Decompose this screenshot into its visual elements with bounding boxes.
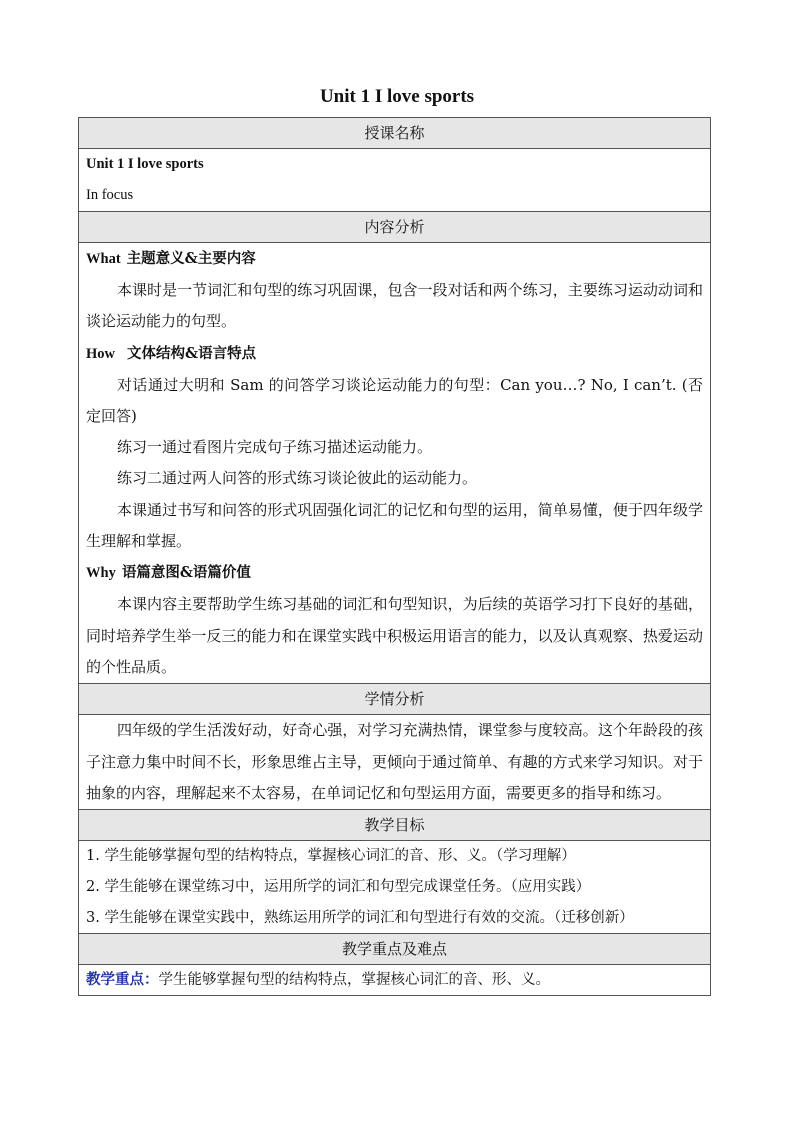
section-header-objectives: 教学目标 [79,810,711,841]
why-label: Why [86,565,116,582]
objective-item: 2. 学生能够在课堂练习中，运用所学的词汇和句型完成课堂任务。（应用实践） [86,878,591,895]
lesson-name: In focus [86,187,134,203]
how-label: How [86,345,115,362]
learner-analysis-paragraph: 四年级的学生活泼好动，好奇心强，对学习充满热情，课堂参与度较高。这个年龄段的孩子注意力集中时间不长，形象思维占主导，更倾向于通过简单、有趣的方式来学习知识。对于抽象的内容，理解起来不太容易，在单词记忆和句型运用方面，需要更多的指导和练习。 [86,721,703,802]
section-header-learner-analysis: 学情分析 [79,684,711,715]
objective-item: 1. 学生能够掌握句型的结构特点，掌握核心词汇的音、形、义。（学习理解） [86,848,576,865]
objectives-cell [79,841,711,934]
how-paragraph-exercise-1: 练习一通过看图片完成句子练习描述运动能力。 [117,438,433,457]
unit-name: Unit 1 I love sports [86,156,204,172]
what-paragraph: 本课时是一节词汇和句型的练习巩固课，包含一段对话和两个练习，主要练习运动动词和谈论运动能力的句型。 [86,281,703,331]
why-heading [79,557,710,589]
why-title: 语篇意图&语篇价值 [121,564,251,582]
how-heading [79,338,710,370]
key-point-text: 学生能够掌握句型的结构特点，掌握核心词汇的音、形、义。 [158,972,550,989]
why-paragraph: 本课内容主要帮助学生练习基础的词汇和句型知识，为后续的英语学习打下良好的基础，同时培养学生举一反三的能力和在课堂实践中积极运用语言的能力，以及认真观察、热爱运动的个性品质。 [86,595,703,676]
objective-item: 3. 学生能够在课堂实践中，熟练运用所学的词汇和句型进行有效的交流。（迁移创新） [86,909,634,926]
key-point-label: 教学重点： [86,971,159,989]
what-title: 主题意义&主要内容 [126,250,256,267]
lesson-plan-table [78,117,711,996]
key-points-cell [79,965,711,996]
section-header-course-name: 授课名称 [79,118,711,149]
how-paragraph-summary: 本课通过书写和问答的形式巩固强化词汇的记忆和句型的运用，简单易懂，便于四年级学生理解和掌握。 [86,500,703,551]
document-title: Unit 1 I love sports [319,86,475,107]
what-label: What [86,251,121,267]
what-heading [79,243,710,275]
how-paragraph-dialogue: 对话通过大明和 Sam 的问答学习谈论运动能力的句型：Can you…? No, I can’t. (否定回答) [86,375,703,425]
key-point-line [79,965,710,995]
content-analysis-cell [79,243,711,684]
learner-analysis-cell [79,715,711,810]
course-name-cell [79,149,711,212]
section-header-key-points: 教学重点及难点 [79,934,711,965]
section-header-content-analysis: 内容分析 [79,212,711,243]
how-paragraph-exercise-2: 练习二通过两人问答的形式练习谈论彼此的运动能力。 [117,469,478,488]
how-title: 文体结构&语言特点 [127,344,257,362]
